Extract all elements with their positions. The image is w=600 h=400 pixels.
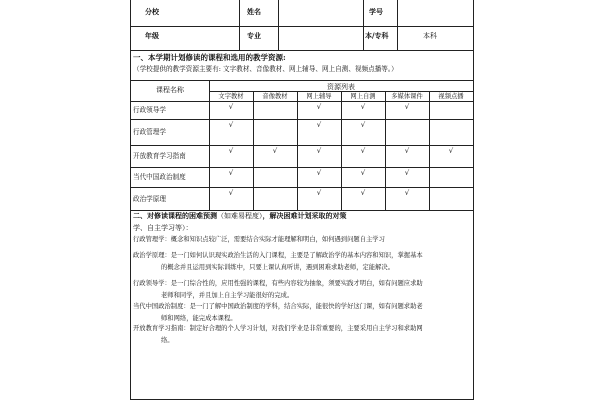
col-divider [253,91,254,210]
difficulty-item-line: 的概念并且运用到实际训练中，只要上课认真听讲，遇到困难求助老师，定能解决。 [161,263,394,271]
resource-check-mark: √ [360,103,366,111]
course-name: 行政领导学 [133,106,166,114]
resource-type-header: 视频点播 [438,93,464,100]
resource-type-header: 文字教材 [218,93,244,100]
resource-check-mark: √ [360,121,366,129]
difficulty-item-line: 老师和同学，并且加上自主学习能很好的完成。 [161,291,294,299]
resource-check-mark: √ [404,103,410,111]
resource-check-mark: √ [360,169,366,177]
difficulty-item-line: 络。 [161,336,174,344]
resource-check-mark: √ [360,147,366,155]
difficulty-item-line: 师和网络，能完成本课程。 [161,314,237,322]
col-divider [397,0,398,50]
difficulty-item [133,236,471,245]
resource-check-mark: √ [272,147,278,155]
resource-check-mark: √ [228,169,234,177]
difficulty-item [133,280,471,300]
course-name: 开放教育学习指南 [133,152,186,160]
col-divider [429,91,430,210]
resource-check-mark: √ [404,169,410,177]
resource-check-mark: √ [228,189,234,197]
difficulty-item [133,303,471,323]
level-value: 本科 [423,32,437,40]
section1-title: 一、本学期计划修读的课程和选用的教学资源: [133,53,286,62]
course-name: 当代中国政治制度 [133,173,186,181]
resource-check-mark: √ [316,189,322,197]
grade-label: 年级 [145,31,159,40]
branch-label: 分校 [145,7,159,16]
resource-check-mark: √ [316,169,322,177]
major-label: 专业 [247,31,261,40]
resource-type-header: 网上辅导 [306,93,332,100]
section1-note: （学校提供的教学资源主要有: 文字教材、音像教材、网上辅导、网上自测、视频点播等。） [133,65,398,73]
course-name: 政治学原理 [133,194,166,203]
row-divider [131,167,473,168]
course-name-header: 课程名称 [156,86,184,94]
resource-type-header: 音像教材 [262,93,288,100]
level-label: 本/专科 [365,31,389,40]
resource-check-mark: √ [360,189,366,197]
resource-list-header: 资源列表 [327,83,355,91]
difficulty-item [133,325,471,345]
difficulty-item-line: 开放教育学习指南：制定好合理的个人学习计划，对我们学业是非常重要的，主要采用自主学习和求助网 [133,325,423,332]
resource-check-mark: √ [404,189,410,197]
col-divider [363,0,364,50]
resource-check-mark: √ [228,147,234,155]
difficulty-item-line: 行政领导学：是一门综合性的，应用性强的课程，有些内容较为抽象，须要实践才明白，如有问题应求助 [133,280,423,287]
name-label: 姓名 [247,7,261,16]
resource-check-mark: √ [404,147,410,155]
table-header-border [131,101,473,102]
resource-check-mark: √ [228,103,234,111]
resource-type-header: 多媒体课件 [391,93,423,100]
resource-check-mark: √ [316,147,322,155]
row-divider [131,50,473,51]
col-divider [297,91,298,210]
resource-check-mark: √ [316,121,322,129]
col-divider [239,0,240,50]
resource-check-mark: √ [316,103,322,111]
section2-title-wrap: 学、自主学习等）： [133,224,193,232]
difficulty-item [133,252,471,272]
col-divider [341,91,342,210]
difficulty-item-line: 当代中国政治制度：是一门了解中国政治制度的学科，结合实际，能很快的学好这门课，如有问题求助老 [133,303,423,310]
col-divider [385,91,386,210]
difficulty-item-line: 政治学原理：是一门如何认识现实政治生活的入门课程，主要是了解政治学的基本内容和知识，掌握基本 [133,252,423,259]
section2-title: 二、对修读课程的困难预测（如难易程度），解决困难计划采取的对策 [133,211,347,220]
table-top-border [131,80,473,81]
row-divider [131,26,473,27]
difficulty-item-line: 行政管理学：概念和知识点较广泛，需要结合实际才能理解和明白，如何遇到问题自主学习 [133,236,385,243]
row-divider [131,187,473,188]
resource-check-mark: √ [228,121,234,129]
student-id-label: 学号 [369,7,383,16]
col-divider [278,0,279,50]
resource-check-mark: √ [448,147,454,155]
course-name: 行政管理学 [133,128,166,136]
row-divider [131,145,473,146]
study-plan-form [130,0,474,400]
resource-type-header: 网上自测 [350,93,376,100]
row-divider [131,119,473,120]
